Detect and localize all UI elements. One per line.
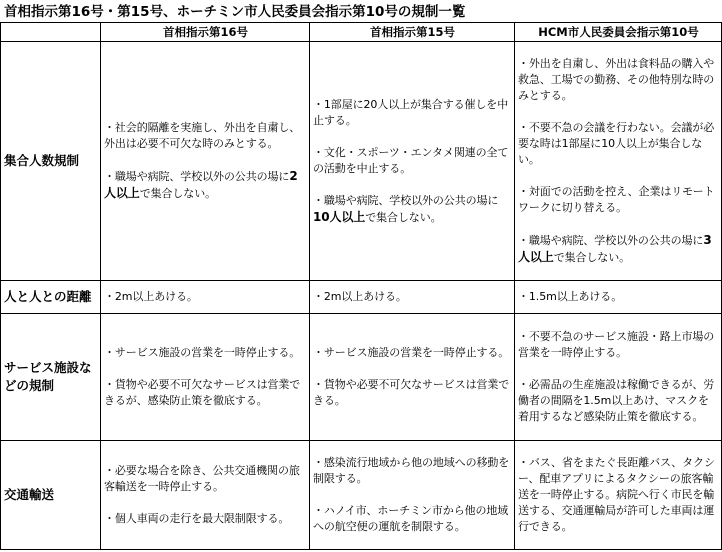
paragraph-text: ・貨物や必要不可欠なサービスは営業できる。	[313, 378, 510, 407]
table-cell	[101, 42, 310, 281]
paragraph-text: ・バス、省をまたぐ長距離バス、タクシー、配車アプリによるタクシーの旅客輸送を一時停止する。病院へ行く市民を輸送する、交通運輸局が許可した車両は運行できる。	[518, 456, 715, 533]
table-cell	[101, 314, 310, 441]
cell-paragraph	[313, 455, 512, 487]
cell-paragraph	[104, 168, 307, 202]
emphasized-count: 3人以上	[518, 233, 712, 264]
row-header-service-facilities: サービス施設などの規制	[1, 314, 101, 441]
table-cell	[310, 42, 515, 281]
cell-paragraph	[518, 377, 719, 425]
table-cell	[101, 281, 310, 314]
table-cell	[515, 441, 722, 550]
paragraph-text: ・文化・スポーツ・エンタメ関連の全ての活動を中止する。	[313, 145, 509, 175]
cell-paragraph	[313, 97, 512, 129]
cell-paragraph	[313, 193, 512, 226]
paragraph-text: ・必要な場合を除き、公共交通機関の旅客輸送を一時停止する。	[104, 464, 300, 493]
document-title: 首相指示第16号・第15号、ホーチミン市人民委員会指示第10号の規制一覧	[4, 4, 466, 20]
header-corner-cell	[1, 23, 101, 42]
cell-paragraph	[313, 289, 512, 305]
row-header-distance: 人と人との距離	[1, 281, 101, 314]
paragraph-text: で集合しない。	[365, 210, 442, 224]
cell-paragraph	[104, 377, 307, 409]
paragraph-text: ・職場や病院、学校以外の公共の場に	[518, 234, 704, 247]
table-row	[1, 281, 722, 314]
cell-paragraph	[313, 145, 512, 177]
cell-paragraph	[518, 329, 719, 361]
table-cell	[515, 281, 722, 314]
cell-paragraph	[104, 289, 307, 305]
row-header-gathering-limit: 集合人数規制	[1, 42, 101, 281]
paragraph-text: ・対面での活動を控え、企業はリモートワークに切り替える。	[518, 185, 715, 214]
emphasized-count: 10人以上	[313, 209, 366, 224]
cell-paragraph	[518, 184, 719, 216]
paragraph-text: ・不要不急の会議を行わない。会議が必要な時は1部屋に10人以上が集合しない。	[518, 121, 715, 166]
cell-paragraph	[313, 377, 512, 409]
paragraph-text: で集合しない。	[139, 187, 217, 200]
table-cell	[310, 441, 515, 550]
cell-paragraph	[313, 345, 512, 361]
cell-paragraph	[104, 463, 307, 495]
cell-paragraph	[518, 289, 719, 305]
cell-paragraph	[518, 56, 719, 104]
table-cell	[515, 42, 722, 281]
paragraph-text: ・職場や病院、学校以外の公共の場に	[104, 170, 290, 183]
cell-paragraph	[313, 503, 512, 535]
paragraph-text: ・サービス施設の営業を一時停止する。	[313, 346, 510, 359]
column-header-directive-15: 首相指示第15号	[310, 23, 515, 42]
table-cell	[101, 441, 310, 550]
paragraph-text: ・サービス施設の営業を一時停止する。	[104, 346, 301, 359]
paragraph-text: ・個人車両の走行を最大限制限する。	[104, 512, 290, 525]
table-row	[1, 42, 722, 281]
table-row	[1, 441, 722, 550]
column-header-hcm-directive-10: HCM市人民委員会指示第10号	[515, 23, 722, 42]
table-header-row	[1, 23, 722, 42]
paragraph-text: ・社会的隔離を実施し、外出を自粛し、外出は必要不可欠な時のみとする。	[104, 121, 301, 150]
paragraph-text: ・外出を自粛し、外出は食料品の購入や救急、工場での勤務、その他特別な時のみとする。	[518, 57, 715, 102]
paragraph-text: ・1.5m以上あける。	[518, 290, 623, 303]
cell-paragraph	[518, 120, 719, 168]
table-cell	[310, 314, 515, 441]
cell-paragraph	[104, 345, 307, 361]
cell-paragraph	[104, 120, 307, 152]
paragraph-text: ・不要不急のサービス施設・路上市場の営業を一時停止する。	[518, 330, 715, 359]
table-row	[1, 314, 722, 441]
paragraph-text: ・感染流行地域から他の地域への移動を制限する。	[313, 456, 510, 485]
paragraph-text: ・貨物や必要不可欠なサービスは営業できるが、感染防止策を徹底する。	[104, 378, 301, 407]
cell-paragraph	[518, 232, 719, 266]
regulations-table	[0, 22, 722, 550]
paragraph-text: ・職場や病院、学校以外の公共の場に	[313, 193, 499, 207]
row-header-transport: 交通輸送	[1, 441, 101, 550]
paragraph-text: で集合しない。	[553, 251, 631, 264]
column-header-directive-16: 首相指示第16号	[101, 23, 310, 42]
paragraph-text: ・2m以上あける。	[313, 290, 407, 303]
table-cell	[515, 314, 722, 441]
paragraph-text: ・1部屋に20人以上が集合する催しを中止する。	[313, 97, 509, 127]
cell-paragraph	[104, 511, 307, 527]
paragraph-text: ・ハノイ市、ホーチミン市から他の地域への航空便の運航を制限する。	[313, 504, 509, 533]
table-cell	[310, 281, 515, 314]
paragraph-text: ・必需品の生産施設は稼働できるが、労働者の間隔を1.5m以上あけ、マスクを着用するなど感染防止策を徹底する。	[518, 378, 715, 423]
paragraph-text: ・2m以上あける。	[104, 290, 198, 303]
cell-paragraph	[518, 455, 719, 535]
emphasized-count: 2人以上	[104, 169, 298, 200]
